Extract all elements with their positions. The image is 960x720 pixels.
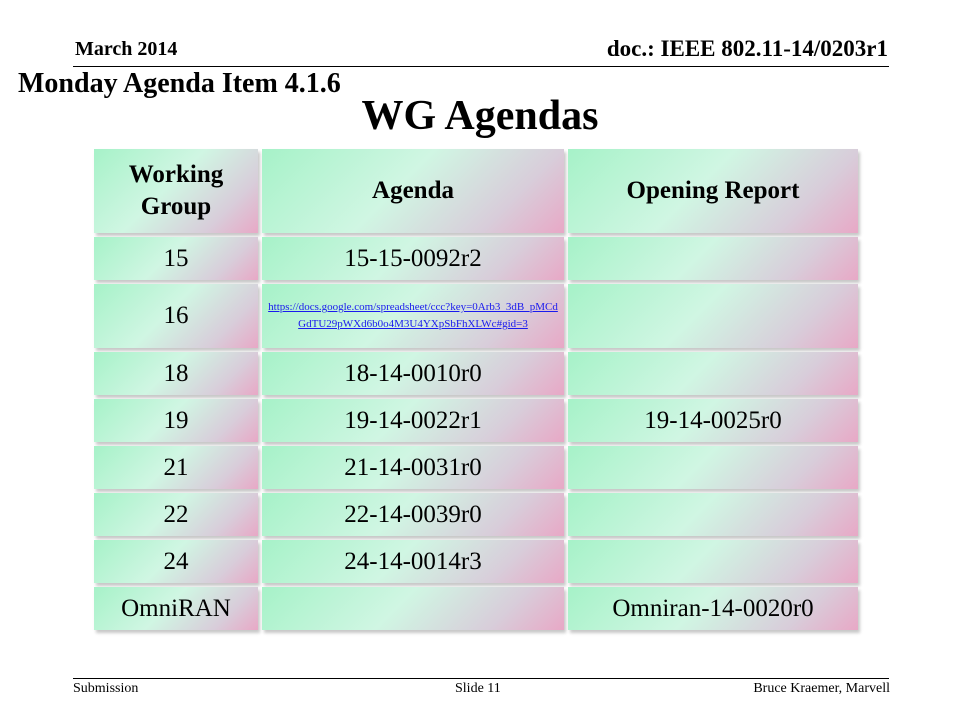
column-header-working-group: Working Group xyxy=(94,149,258,233)
cell-agenda: 15-15-0092r2 xyxy=(262,237,564,280)
cell-working-group: 18 xyxy=(94,352,258,395)
cell-working-group: 15 xyxy=(94,237,258,280)
cell-agenda: 22-14-0039r0 xyxy=(262,493,564,536)
cell-agenda: 21-14-0031r0 xyxy=(262,446,564,489)
table-row xyxy=(94,587,858,630)
cell-agenda xyxy=(262,284,564,348)
cell-opening-report xyxy=(568,352,858,395)
table-row xyxy=(94,284,858,348)
cell-agenda xyxy=(262,587,564,630)
cell-working-group: 19 xyxy=(94,399,258,442)
cell-working-group: OmniRAN xyxy=(94,587,258,630)
cell-opening-report xyxy=(568,446,858,489)
cell-opening-report xyxy=(568,493,858,536)
cell-working-group: 21 xyxy=(94,446,258,489)
cell-opening-report: Omniran-14-0020r0 xyxy=(568,587,858,630)
agenda-link[interactable]: https://docs.google.com/spreadsheet/ccc?key=0Arb3_3dB_pMCdGdTU29pWXd6b0o4M3U4YXpSbFhXLWc#gid=3 xyxy=(268,300,558,330)
header-divider xyxy=(73,66,889,67)
page-title: WG Agendas xyxy=(361,93,599,139)
footer-author: Bruce Kraemer, Marvell xyxy=(753,681,890,696)
cell-opening-report xyxy=(568,284,858,348)
cell-working-group: 16 xyxy=(94,284,258,348)
cell-agenda: 19-14-0022r1 xyxy=(262,399,564,442)
cell-working-group: 22 xyxy=(94,493,258,536)
table-header-row xyxy=(94,149,858,233)
table-row xyxy=(94,540,858,583)
cell-agenda: 24-14-0014r3 xyxy=(262,540,564,583)
document-id: doc.: IEEE 802.11-14/0203r1 xyxy=(606,36,888,61)
table-row xyxy=(94,446,858,489)
cell-opening-report: 19-14-0025r0 xyxy=(568,399,858,442)
agenda-table xyxy=(90,145,862,634)
column-header-opening-report: Opening Report xyxy=(568,149,858,233)
table-row xyxy=(94,399,858,442)
cell-opening-report xyxy=(568,237,858,280)
slide-number: Slide 11 xyxy=(455,681,501,696)
cell-agenda: 18-14-0010r0 xyxy=(262,352,564,395)
cell-working-group: 24 xyxy=(94,540,258,583)
agenda-item-heading: Monday Agenda Item 4.1.6 xyxy=(18,68,341,99)
table-row xyxy=(94,493,858,536)
slide-date: March 2014 xyxy=(75,38,178,60)
column-header-agenda: Agenda xyxy=(262,149,564,233)
cell-opening-report xyxy=(568,540,858,583)
table-row xyxy=(94,237,858,280)
table-row xyxy=(94,352,858,395)
footer-submission: Submission xyxy=(73,681,139,696)
footer-divider xyxy=(73,678,889,679)
